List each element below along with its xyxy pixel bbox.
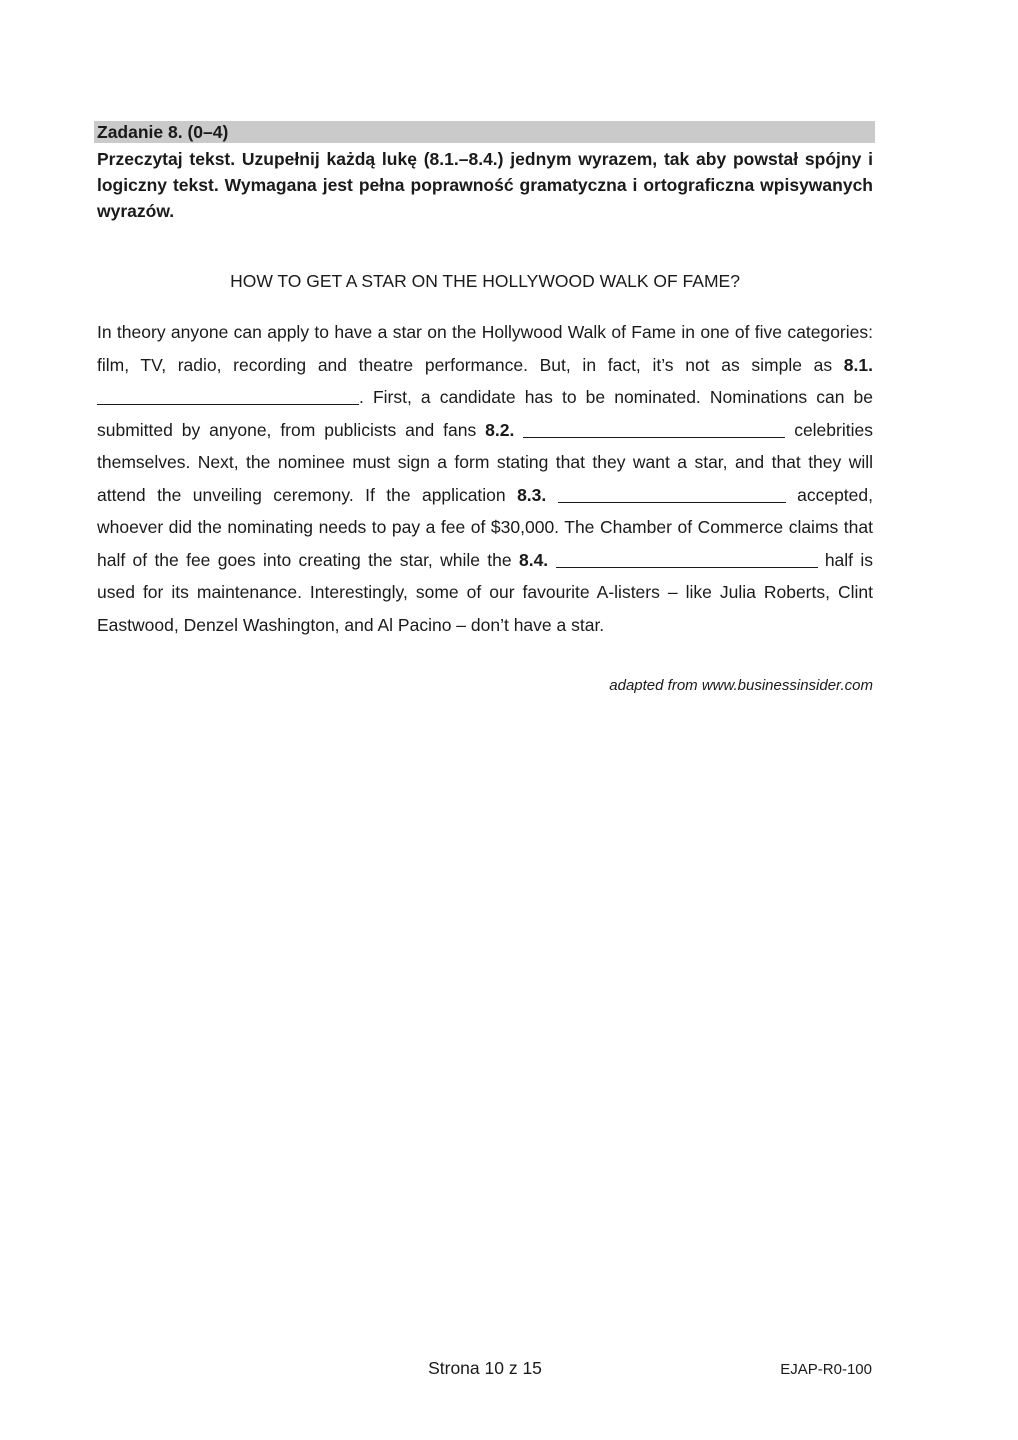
gap-blank-4[interactable] (556, 549, 818, 568)
passage-segment-1: In theory anyone can apply to have a star on the Hollywood Walk of Fame in one of five categories: film, TV, radio, recording and theatre performance. But, in fact, it’s not as simple as (97, 322, 873, 375)
text-title: HOW TO GET A STAR ON THE HOLLYWOOD WALK OF FAME? (230, 271, 740, 291)
passage-segment-5: half is used for its maintenance. Interestingly, some of our favourite A-listers – like Julia Roberts, Clint Eastwood, Denzel Washington, and Al Pacino – don’t have a star. (97, 549, 873, 635)
task-header: Zadanie 8. (0–4) (94, 121, 875, 143)
passage-segment-4: accepted, whoever did the nominating needs to pay a fee of $30,000. The Chamber of Commerce claims that half of the fee goes into creating the star, while the (97, 484, 873, 570)
gap-number-4: 8.4. (518, 549, 549, 570)
gap-blank-2[interactable] (523, 419, 785, 438)
gap-number-3: 8.3. (517, 484, 547, 505)
gap-number-2: 8.2. (485, 419, 515, 440)
gap-blank-1[interactable] (97, 386, 359, 405)
page-number: Strona 10 z 15 (428, 1358, 542, 1378)
document-code: EJAP-R0-100 (780, 1361, 872, 1378)
task-instructions: Przeczytaj tekst. Uzupełnij każdą lukę (8.1.–8.4.) jednym wyrazem, tak aby powstał spójny i logiczny tekst. Wymagana jest pełna poprawność gramatyczna i ortograficzna wpisywanych wyrazów. (97, 149, 873, 221)
passage-segment-2: . First, a candidate has to be nominated. Nominations can be submitted by anyone, from publicists and fans (97, 387, 873, 440)
gap-blank-3[interactable] (558, 484, 786, 503)
gap-number-1: 8.1. (843, 354, 873, 375)
passage (97, 316, 873, 641)
source-attribution: adapted from www.businessinsider.com (609, 677, 873, 694)
passage-segment-3: celebrities themselves. Next, the nominee must sign a form stating that they want a star, and that they will attend the unveiling ceremony. If the application (97, 419, 873, 505)
